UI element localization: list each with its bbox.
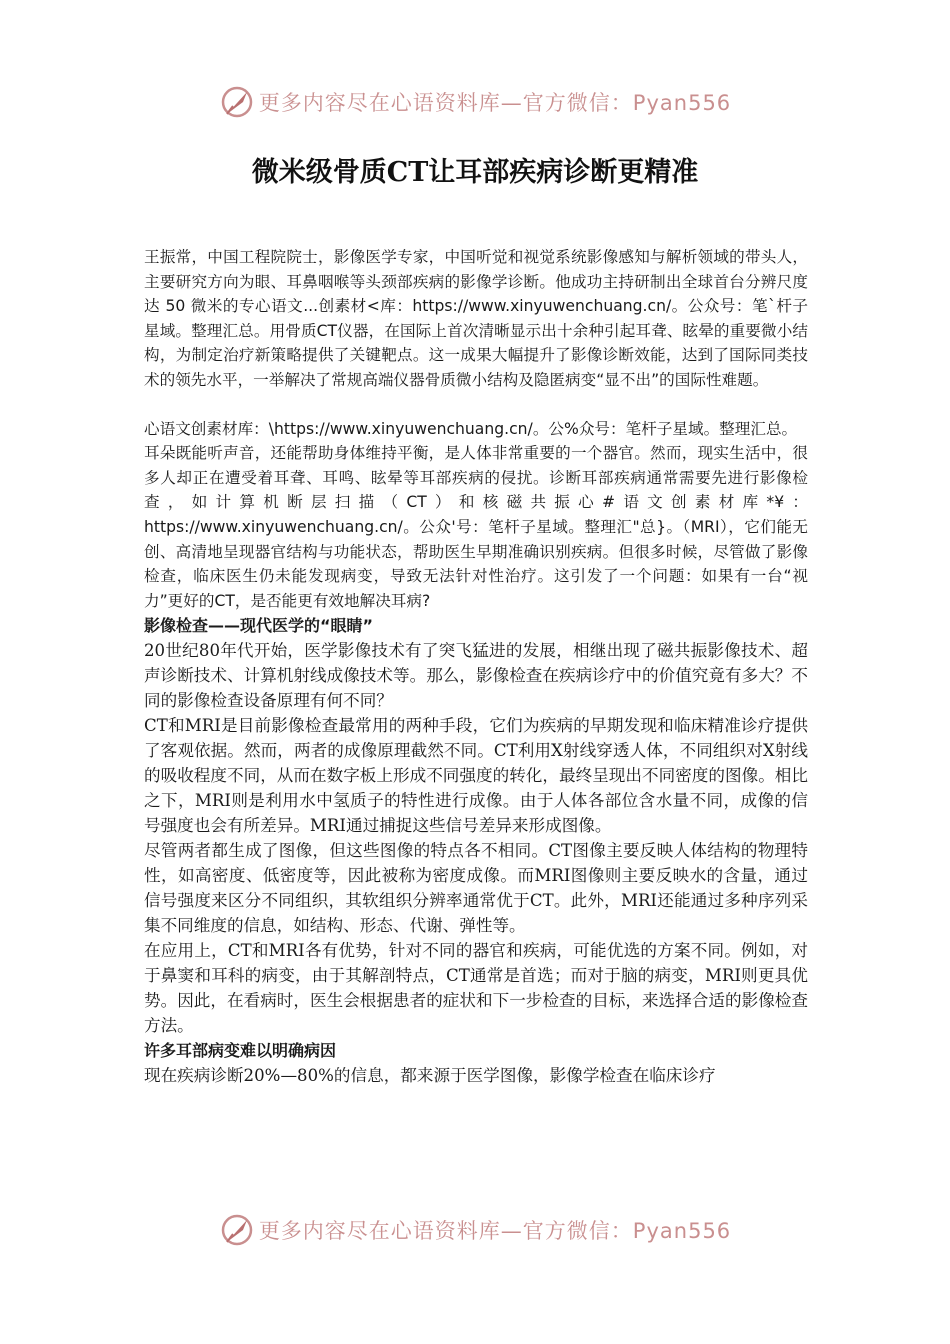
paragraph: 耳朵既能听声音，还能帮助身体维持平衡，是人体非常重要的一个器官。然而，现实生活中，很多人却正在遭受着耳聋、耳鸣、眩晕等耳部疾病的侵扰。诊断耳部疾病通常需要先进行影像检查，如计算机断层扫描（CT）和核磁共振心#语文创素材库*¥：https://www.xinyuwenchuang.cn/。公众'号：笔杆子星域。整理汇"总}。（MRI），它们能无创、高清地呈现器官结构与功能状态，帮助医生早期准确识别疾病。但很多时候，尽管做了影像检查，临床医生仍未能发现病变，导致无法针对性治疗。这引发了一个问题：如果有一台“视力”更好的CT，是否能更有效地解决耳病? — [144, 444, 808, 610]
paragraph: 20世纪80年代开始，医学影像技术有了突飞猛进的发展，相继出现了磁共振影像技术、超声诊断技术、计算机射线成像技术等。那么，影像检查在疾病诊疗中的价值究竟有多大？不同的影像检查设备原理有何不同？ — [144, 641, 808, 711]
header-watermark-banner — [0, 82, 950, 122]
banner-text: 更多内容尽在心语资料库—官方微信：Pyan556 — [258, 91, 732, 115]
paragraph: 在应用上，CT和MRI各有优势，针对不同的器官和疾病，可能优选的方案不同。例如，对于鼻窦和耳科的病变，由于其解剖特点，CT通常是首选；而对于脑的病变，MRI则更具优势。因此，在看病时，医生会根据患者的症状和下一步检查的目标，来选择合适的影像检查方法。 — [144, 941, 808, 1036]
quill-pen-logo-icon — [219, 1212, 255, 1248]
paragraph: CT和MRI是目前影像检查最常用的两种手段，它们为疾病的早期发现和临床精准诊疗提供了客观依据。然而，两者的成像原理截然不同。CT利用X射线穿透人体，不同组织对X射线的吸收程度不同，从而在数字板上形成不同强度的转化，最终呈现出不同密度的图像。相比之下，MRI则是利用水中氢质子的特性进行成像。由于人体各部位含水量不同，成像的信号强度也会有所差异。MRI通过捕捉这些信号差异来形成图像。 — [144, 716, 808, 836]
page-title: 微米级骨质CT让耳部疾病诊断更精准 — [251, 157, 699, 188]
banner-text: 更多内容尽在心语资料库—官方微信：Pyan556 — [258, 1219, 732, 1243]
intro-paragraph: 王振常，中国工程院院士，影像医学专家，中国听觉和视觉系统影像感知与解析领域的带头人，主要研究方向为眼、耳鼻咽喉等头颈部疾病的影像学诊断。他成功主持研制出全球首台分辨尺度达 50 微米的专心语文...创素材<库：https://www.xinyuwenchuang.cn/。公众号：笔`杆子星域。整理汇总。用骨质CT仪器，在国际上首次清晰显示出十余种引起耳聋、眩晕的重要微小结构，为制定治疗新策略提供了关键靶点。这一成果大幅提升了影像诊断效能，达到了国际同类技术的领先水平，一举解决了常规高端仪器骨质微小结构及隐匿病变“显不出”的国际性难题。 — [144, 248, 808, 389]
quill-pen-logo-icon — [219, 84, 255, 120]
section-heading: 影像检查——现代医学的“眼睛” — [144, 616, 374, 636]
section-heading: 许多耳部病变难以明确病因 — [144, 1041, 337, 1061]
paragraph: 尽管两者都生成了图像，但这些图像的特点各不相同。CT图像主要反映人体结构的物理特性，如高密度、低密度等，因此被称为密度成像。而MRI图像则主要反映水的含量，通过信号强度来区分不同组织，其软组织分辨率通常优于CT。此外，MRI还能通过多种序列采集不同维度的信息，如结构、形态、代谢、弹性等。 — [144, 841, 808, 936]
footer-watermark-banner — [0, 1210, 950, 1250]
paragraph: 心语文创素材库：\https://www.xinyuwenchuang.cn/。公%众号：笔杆子星域。整理汇总。 — [144, 419, 798, 438]
paragraph: 现在疾病诊断20%—80%的信息，都来源于医学图像，影像学检查在临床诊疗 — [144, 1066, 716, 1086]
article-body — [144, 245, 808, 1088]
